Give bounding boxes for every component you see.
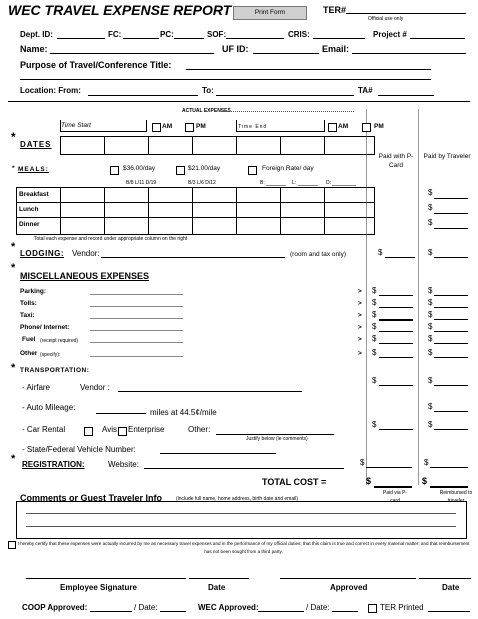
misc-phone-label: Phone/ Internet: [20, 324, 70, 331]
miles-rate-label: miles at 44.5¢/mile [150, 408, 217, 417]
meal-foreign-rate-label: Foreign Rate/ day [262, 165, 314, 172]
wec-approved-field[interactable] [258, 611, 304, 612]
meal-rate-36-label: $36.00/day [123, 165, 156, 172]
meals-grid-divider [324, 187, 325, 234]
car-rental-other-field[interactable] [216, 434, 334, 435]
location-to-field[interactable] [216, 95, 354, 96]
misc-fuel-label: Fuel [22, 336, 36, 343]
pc-label: PC: [160, 30, 174, 39]
registration-traveler-dollar: $ [424, 458, 429, 467]
lunch-traveler-amount[interactable] [434, 213, 468, 214]
taxi-traveler-amount[interactable] [434, 319, 468, 320]
coop-date-field[interactable] [160, 611, 186, 612]
dates-grid-divider [192, 136, 193, 154]
actual-expenses-label: ACTUAL EXPENSES [182, 108, 231, 114]
wec-date-label: / Date: [306, 603, 330, 612]
avis-label: Avis [102, 425, 117, 434]
email-field[interactable] [352, 53, 466, 54]
phone-arrow: > [358, 324, 362, 331]
other-arrow: > [358, 350, 362, 357]
foreign-lunch-label: L: [292, 180, 297, 186]
lodging-required-marker: * [11, 241, 16, 253]
meal-foreign-rate-checkbox[interactable] [248, 166, 257, 175]
fc-label: FC: [108, 30, 122, 39]
email-label: Email: [322, 44, 350, 54]
meal-rate-21-label: $21.00/day [188, 165, 221, 172]
lodging-pcard-amount[interactable] [385, 257, 415, 258]
coop-date-label: / Date: [134, 603, 158, 612]
sof-field[interactable] [226, 38, 284, 39]
comments-box[interactable] [16, 501, 467, 539]
comments-line-2 [26, 526, 456, 527]
project-label: Project # [373, 30, 407, 39]
dates-label: DATES [20, 140, 52, 149]
approved-label: Approved [330, 583, 368, 592]
fc-field[interactable] [123, 38, 159, 39]
fuel-traveler-dollar: $ [428, 334, 433, 343]
uf-id-label: UF ID: [222, 44, 249, 54]
airfare-traveler-amount[interactable] [434, 385, 468, 386]
pc-field[interactable] [174, 38, 204, 39]
cris-field[interactable] [313, 38, 365, 39]
total-traveler-dollar: $ [422, 476, 428, 486]
wec-date-field[interactable] [332, 611, 358, 612]
misc-other-field[interactable] [90, 356, 183, 357]
fuel-traveler-amount[interactable] [434, 343, 468, 344]
paid-pcard-header: Paid with P-Card [378, 153, 414, 169]
meals-grid [16, 187, 375, 235]
foreign-breakfast-field[interactable] [266, 185, 286, 186]
misc-tolls-label: Tolls: [20, 300, 37, 307]
mileage-traveler-amount[interactable] [434, 411, 468, 412]
meal-rate-36-breakdown: B/8 L/11 D/19 [126, 180, 157, 186]
certify-statement: I hereby certify that these expenses were actually incurred by me as necessary travel expenses and in the performance of my official duties; that this claim is true and correct in every material matter; and that reimbursement has not been sought from a third party. [17, 541, 470, 554]
meals-grid-divider [236, 187, 237, 234]
phone-pcard-dollar: $ [372, 322, 377, 331]
time-end-bracket-left [236, 120, 237, 132]
dinner-dollar: $ [428, 218, 433, 227]
uf-id-field[interactable] [253, 53, 319, 54]
lodging-vendor-field[interactable] [101, 257, 285, 258]
location-from-label: Location: From: [20, 86, 81, 95]
misc-parking-field[interactable] [90, 294, 183, 295]
end-pm-label: PM [374, 123, 384, 130]
misc-other-label: Other [20, 350, 38, 357]
end-am-checkbox[interactable] [328, 123, 337, 132]
airfare-label: - Airfare [22, 383, 51, 392]
mileage-traveler-dollar: $ [428, 402, 433, 411]
total-traveler-amount[interactable] [430, 486, 468, 488]
parking-traveler-dollar: $ [428, 286, 433, 295]
justify-note: Justify below (ie comments) [246, 436, 308, 442]
misc-expenses-label: MISCELLANEOUS EXPENSES [20, 271, 150, 281]
taxi-traveler-dollar: $ [428, 310, 433, 319]
time-end-label: Time End [238, 124, 268, 130]
lodging-traveler-amount[interactable] [434, 257, 468, 258]
parking-traveler-amount[interactable] [434, 295, 468, 296]
phone-traveler-amount[interactable] [434, 331, 468, 332]
dept-id-field[interactable] [57, 38, 105, 39]
airfare-pcard-dollar: $ [372, 376, 377, 385]
car-rental-pcard-amount[interactable] [379, 429, 413, 430]
pcard-column-divider [366, 109, 367, 485]
lodging-label: LODGING: [20, 249, 64, 258]
reimbursed-note: Reimbursed to traveler [439, 490, 473, 504]
sof-label: SOF: [207, 30, 227, 39]
car-rental-traveler-amount[interactable] [434, 429, 468, 430]
ta-field[interactable] [378, 95, 434, 96]
comments-line-1 [26, 513, 456, 514]
misc-taxi-label: Taxi: [20, 312, 35, 319]
start-pm-label: PM [196, 123, 206, 130]
phone-traveler-dollar: $ [428, 322, 433, 331]
state-vehicle-field[interactable] [160, 453, 276, 454]
auto-mileage-label: - Auto Mileage: [22, 403, 76, 412]
lodging-vendor-label: Vendor: [72, 249, 100, 258]
meal-rate-21-checkbox[interactable] [176, 166, 185, 175]
car-rental-pcard-dollar: $ [372, 420, 377, 429]
meal-row-lunch: Lunch [19, 206, 39, 213]
lodging-pcard-dollar: $ [378, 248, 383, 257]
other-traveler-dollar: $ [428, 348, 433, 357]
avis-enterprise-checkbox[interactable] [118, 427, 127, 436]
transport-required-marker: * [11, 362, 16, 374]
misc-taxi-field[interactable] [90, 318, 183, 319]
total-pcard-dollar: $ [366, 476, 372, 486]
parking-pcard-dollar: $ [372, 286, 377, 295]
tolls-traveler-amount[interactable] [434, 307, 468, 308]
dept-id-label: Dept. ID: [20, 30, 53, 39]
paid-traveler-header: Paid by Traveler [423, 153, 471, 160]
comments-note: (include full name, home address, birth date and email) [176, 496, 299, 502]
airfare-traveler-dollar: $ [428, 376, 433, 385]
total-each-expense-note: Total each expense and record under appropriate column on the right [34, 236, 188, 242]
cris-label: CRIS: [288, 30, 310, 39]
purpose-field[interactable] [186, 69, 431, 70]
report-title: WEC TRAVEL EXPENSE REPORT [8, 2, 232, 18]
start-am-checkbox[interactable] [152, 123, 161, 132]
meals-label: MEALS: [18, 166, 49, 173]
location-to-label: To: [202, 86, 214, 95]
car-rental-label: - Car Rental [22, 425, 66, 434]
lunch-dollar: $ [428, 203, 433, 212]
project-field[interactable] [410, 38, 465, 39]
approved-signature-field[interactable] [280, 578, 416, 579]
actual-expenses-dots [224, 111, 354, 112]
phone-pcard-amount[interactable] [379, 331, 413, 332]
registration-website-field[interactable] [144, 468, 344, 469]
misc-phone-field[interactable] [90, 330, 183, 331]
car-rental-checkbox[interactable] [84, 427, 93, 436]
dates-grid-divider [148, 136, 149, 154]
time-end-field[interactable] [236, 131, 324, 132]
start-am-label: AM [162, 123, 173, 130]
name-label: Name: [20, 44, 48, 54]
airfare-vendor-field[interactable] [118, 391, 302, 392]
dates-grid-divider [324, 136, 325, 154]
misc-required-marker: * [11, 262, 16, 274]
breakfast-traveler-amount[interactable] [434, 198, 468, 199]
approved-date-label: Date [442, 583, 460, 592]
meal-row-breakfast: Breakfast [19, 191, 49, 198]
tolls-arrow: > [358, 300, 362, 307]
employee-date-label: Date [208, 583, 226, 592]
registration-traveler-amount[interactable] [430, 467, 468, 468]
meals-grid-row-divider [16, 217, 374, 218]
meal-rate-21-breakdown: B/3 L/6 D/12 [188, 180, 216, 186]
state-vehicle-label: - State/Federal Vehicle Number: [22, 445, 136, 454]
other-pcard-dollar: $ [372, 348, 377, 357]
dates-grid-divider [236, 136, 237, 154]
parking-arrow: > [358, 288, 362, 295]
purpose-field-line2[interactable] [20, 79, 431, 80]
parking-pcard-amount[interactable] [379, 295, 413, 296]
approved-date-field[interactable] [419, 578, 471, 579]
breakfast-dollar: $ [428, 188, 433, 197]
foreign-lunch-field[interactable] [298, 185, 318, 186]
meals-grid-row-divider [16, 202, 374, 203]
end-pm-checkbox[interactable] [362, 123, 371, 132]
foreign-breakfast-label: B: [260, 180, 265, 186]
meal-row-dinner: Dinner [19, 221, 40, 228]
dates-grid [60, 136, 375, 155]
certify-checkbox[interactable] [8, 541, 16, 549]
section-divider [8, 101, 470, 102]
dates-grid-divider [104, 136, 105, 154]
total-cost-label: TOTAL COST = [262, 477, 327, 487]
auto-mileage-field[interactable] [96, 413, 146, 414]
coop-approved-field[interactable] [90, 611, 132, 612]
start-pm-checkbox[interactable] [185, 123, 194, 132]
traveler-column-divider [418, 109, 419, 485]
dates-required-marker: * [11, 130, 16, 144]
tolls-pcard-dollar: $ [372, 298, 377, 307]
print-form-button[interactable]: Print Form [233, 6, 307, 20]
registration-website-label: Website: [108, 460, 139, 469]
misc-fuel-note: (receipt required) [40, 338, 79, 344]
official-use-note: Official use only [368, 16, 404, 22]
employee-signature-field[interactable] [26, 578, 186, 579]
dinner-traveler-amount[interactable] [434, 228, 468, 229]
registration-required-marker: * [11, 453, 16, 465]
total-pcard-amount[interactable] [374, 486, 412, 488]
car-rental-other-label: Other: [188, 425, 211, 434]
registration-pcard-amount[interactable] [366, 467, 412, 468]
ter-printed-checkbox[interactable] [368, 604, 377, 613]
time-start-field[interactable] [60, 131, 146, 132]
dates-grid-divider [280, 136, 281, 154]
meals-required-marker: * [12, 165, 15, 172]
other-pcard-amount[interactable] [379, 357, 413, 358]
comments-label: Comments or Guest Traveler Info [20, 493, 163, 503]
meals-grid-divider [104, 187, 105, 234]
lodging-note: (room and tax only) [290, 251, 346, 258]
employee-date-field[interactable] [189, 578, 249, 579]
paid-via-pcard-note: Paid via P-card [382, 490, 408, 504]
other-traveler-amount[interactable] [434, 357, 468, 358]
ter-field[interactable] [346, 13, 466, 14]
taxi-pcard-dollar: $ [372, 310, 377, 319]
meal-rate-36-checkbox[interactable] [110, 166, 119, 175]
misc-parking-label: Parking: [20, 288, 47, 295]
fuel-pcard-dollar: $ [372, 334, 377, 343]
ter-printed-field[interactable] [428, 611, 470, 612]
transportation-label: TRANSPORTATION: [20, 367, 90, 374]
fuel-arrow: > [358, 336, 362, 343]
airfare-vendor-label: Vendor : [80, 383, 110, 392]
foreign-dinner-label: D: [326, 180, 331, 186]
coop-approved-label: COOP Approved: [22, 603, 88, 612]
end-am-label: AM [338, 123, 349, 130]
fuel-pcard-amount[interactable] [379, 343, 413, 344]
meals-grid-divider [148, 187, 149, 234]
time-start-bracket-right [146, 120, 147, 132]
ta-label: TA# [358, 86, 373, 95]
meals-grid-divider [192, 187, 193, 234]
name-field[interactable] [50, 53, 214, 54]
ter-label: TER# [323, 5, 347, 15]
misc-other-note: (specify): [40, 352, 61, 358]
time-start-label: Time Start [61, 122, 91, 129]
purpose-label: Purpose of Travel/Conference Title: [20, 60, 172, 70]
registration-pcard-dollar: $ [360, 458, 365, 467]
ter-printed-label: TER Printed [380, 603, 424, 612]
foreign-dinner-field[interactable] [332, 185, 356, 186]
wec-approved-label: WEC Approved: [198, 603, 259, 612]
airfare-pcard-amount[interactable] [379, 385, 413, 386]
tolls-pcard-amount[interactable] [379, 307, 413, 308]
tolls-traveler-dollar: $ [428, 298, 433, 307]
meals-grid-divider [280, 187, 281, 234]
taxi-arrow: > [358, 312, 362, 319]
location-from-field[interactable] [88, 95, 198, 96]
lodging-traveler-dollar: $ [428, 248, 433, 257]
misc-fuel-field[interactable] [90, 342, 183, 343]
registration-label: REGISTRATION: [22, 460, 85, 469]
enterprise-label: Enterprise [128, 425, 165, 434]
time-end-bracket-right [324, 120, 325, 132]
time-start-bracket-left [60, 120, 61, 132]
taxi-pcard-amount[interactable] [379, 319, 413, 321]
car-rental-traveler-dollar: $ [428, 420, 433, 429]
meals-grid-divider [60, 187, 61, 234]
misc-tolls-field[interactable] [90, 306, 183, 307]
employee-signature-label: Employee Signature [60, 583, 137, 592]
